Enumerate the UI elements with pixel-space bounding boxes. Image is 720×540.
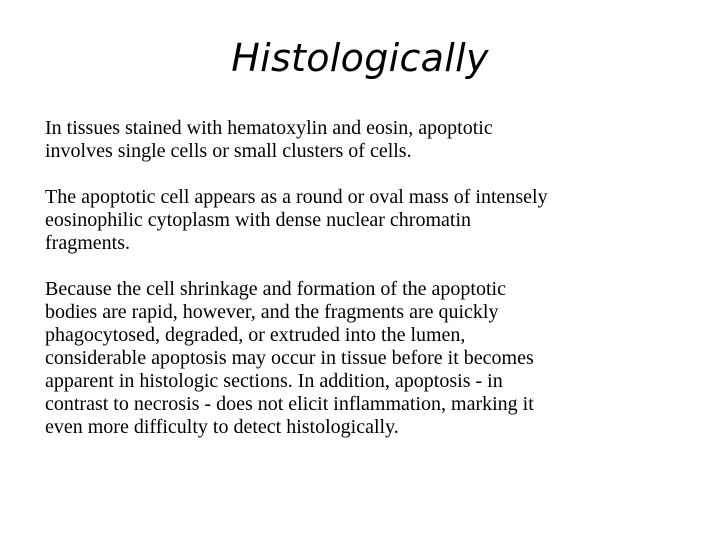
slide-title: Histologically <box>231 36 489 80</box>
text-line: fragments. <box>45 232 130 254</box>
paragraph-apoptosis-staining <box>45 117 685 163</box>
paragraph-detection-difficulty <box>45 278 685 439</box>
text-line: involves single cells or small clusters of cells. <box>45 140 412 162</box>
text-line: eosinophilic cytoplasm with dense nuclear chromatin <box>45 209 471 231</box>
text-line: Because the cell shrinkage and formation of the apoptotic <box>45 278 506 300</box>
text-line: bodies are rapid, however, and the fragments are quickly <box>45 301 499 323</box>
text-line: phagocytosed, degraded, or extruded into the lumen, <box>45 324 466 346</box>
text-line: contrast to necrosis - does not elicit inflammation, marking it <box>45 393 534 415</box>
text-line: even more difficulty to detect histologically. <box>45 416 399 438</box>
text-line: apparent in histologic sections. In addition, apoptosis - in <box>45 370 503 392</box>
slide-body <box>45 117 685 439</box>
paragraph-cell-appearance <box>45 186 685 255</box>
text-line: In tissues stained with hematoxylin and eosin, apoptotic <box>45 117 493 139</box>
text-line: The apoptotic cell appears as a round or oval mass of intensely <box>45 186 548 208</box>
text-line: considerable apoptosis may occur in tissue before it becomes <box>45 347 534 369</box>
